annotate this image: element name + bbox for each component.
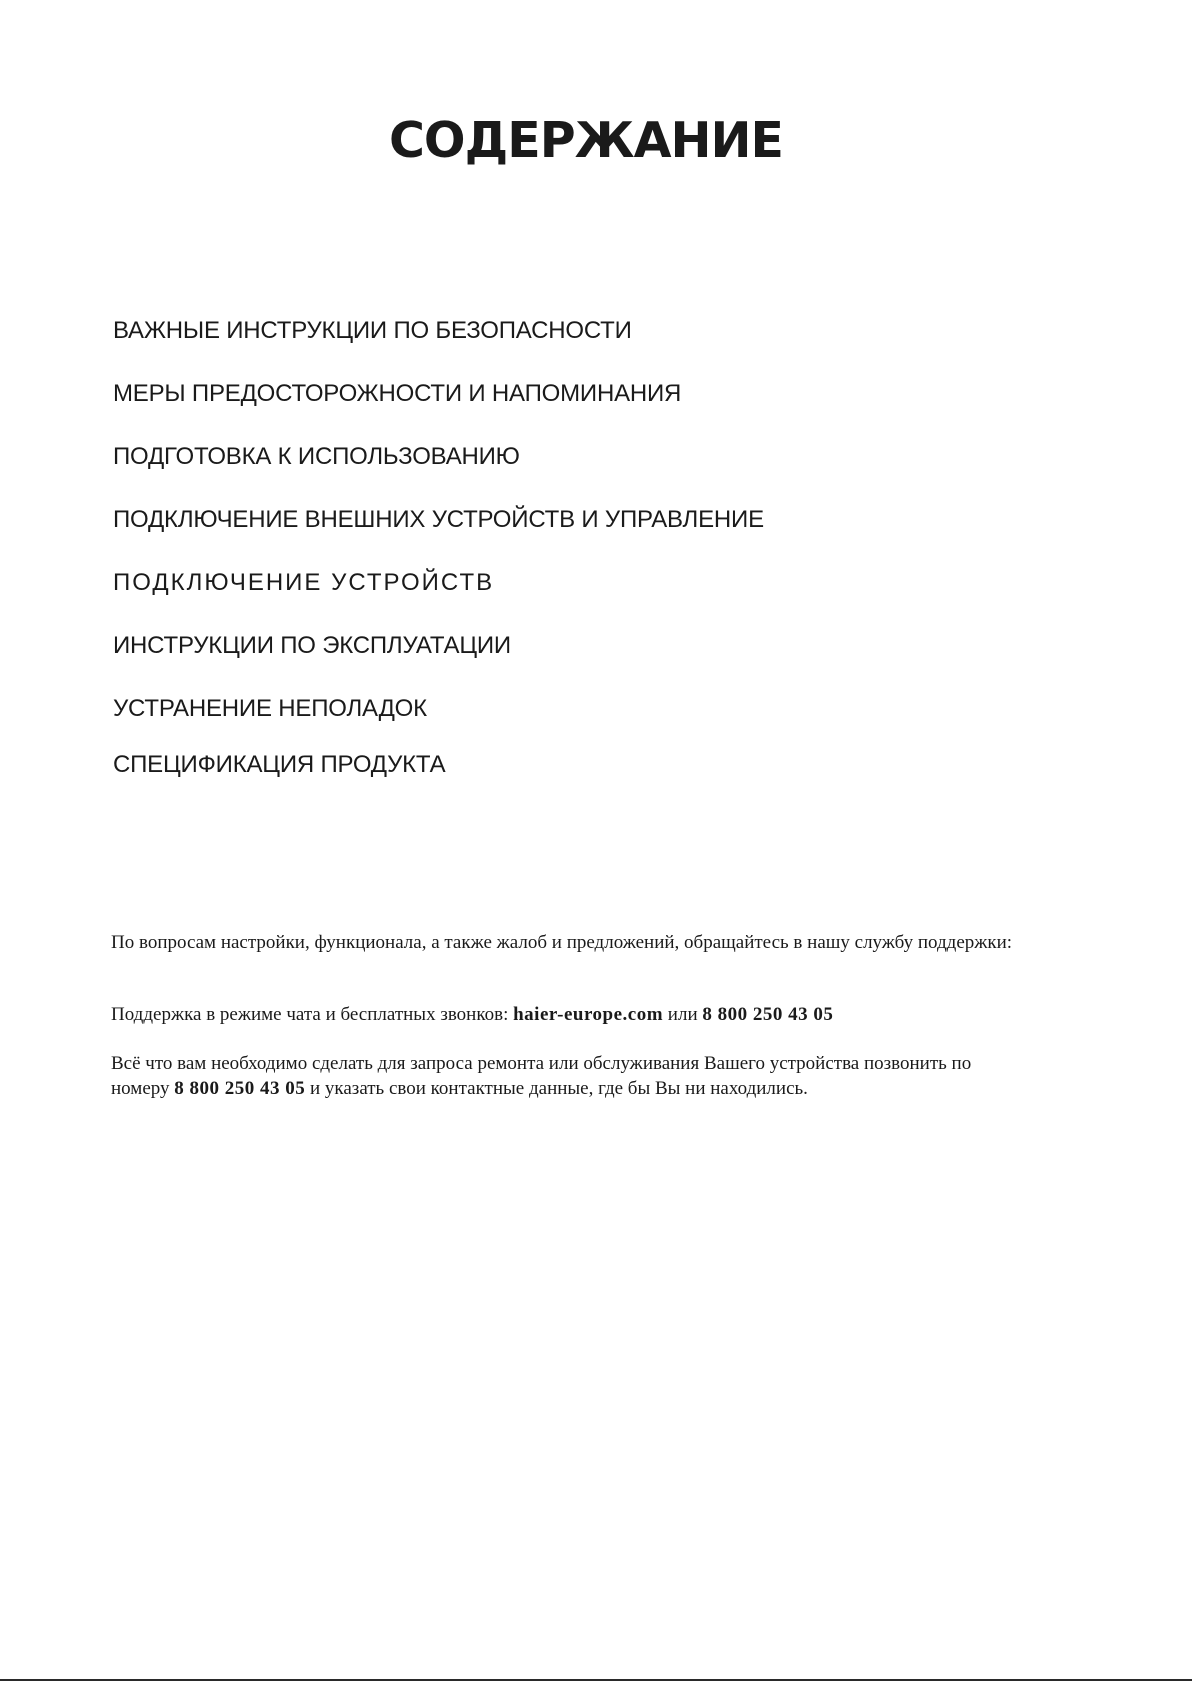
repair-note-suffix: и указать свои контактные данные, где бы Вы ни находились. (310, 1078, 808, 1099)
support-contact-line (111, 1004, 833, 1026)
support-connector: или (667, 1004, 698, 1025)
toc-item-device-connection[interactable]: ПОДКЛЮЧЕНИЕ УСТРОЙСТВ (113, 569, 495, 596)
toc-item-precautions[interactable]: МЕРЫ ПРЕДОСТОРОЖНОСТИ И НАПОМИНАНИЯ (113, 380, 682, 407)
toc-item-operating-instructions[interactable]: ИНСТРУКЦИИ ПО ЭКСПЛУАТАЦИИ (113, 632, 511, 659)
toc-item-external-devices-control[interactable]: ПОДКЛЮЧЕНИЕ ВНЕШНИХ УСТРОЙСТВ И УПРАВЛЕНИЕ (113, 506, 764, 533)
repair-phone: 8 800 250 43 05 (174, 1078, 306, 1099)
repair-note-line-1: Всё что вам необходимо сделать для запроса ремонта или обслуживания Вашего устройства позвонить по (111, 1053, 972, 1074)
toc-item-troubleshooting[interactable]: УСТРАНЕНИЕ НЕПОЛАДОК (113, 695, 427, 722)
support-phone: 8 800 250 43 05 (702, 1004, 834, 1025)
support-website-link[interactable]: haier-europe.com (513, 1004, 664, 1025)
page-title: СОДЕРЖАНИЕ (388, 112, 784, 169)
toc-item-safety-instructions[interactable]: ВАЖНЫЕ ИНСТРУКЦИИ ПО БЕЗОПАСНОСТИ (113, 317, 632, 344)
toc-item-preparation[interactable]: ПОДГОТОВКА К ИСПОЛЬЗОВАНИЮ (113, 443, 520, 470)
repair-note-prefix: номеру (111, 1078, 170, 1099)
repair-note-line-2 (111, 1078, 808, 1100)
support-prefix: Поддержка в режиме чата и бесплатных звонков: (111, 1004, 509, 1025)
bottom-rule (0, 1679, 1192, 1681)
support-intro-text: По вопросам настройки, функционала, а также жалоб и предложений, обращайтесь в нашу службу поддержки: (111, 932, 1013, 953)
toc-item-product-specification[interactable]: СПЕЦИФИКАЦИЯ ПРОДУКТА (113, 751, 446, 778)
